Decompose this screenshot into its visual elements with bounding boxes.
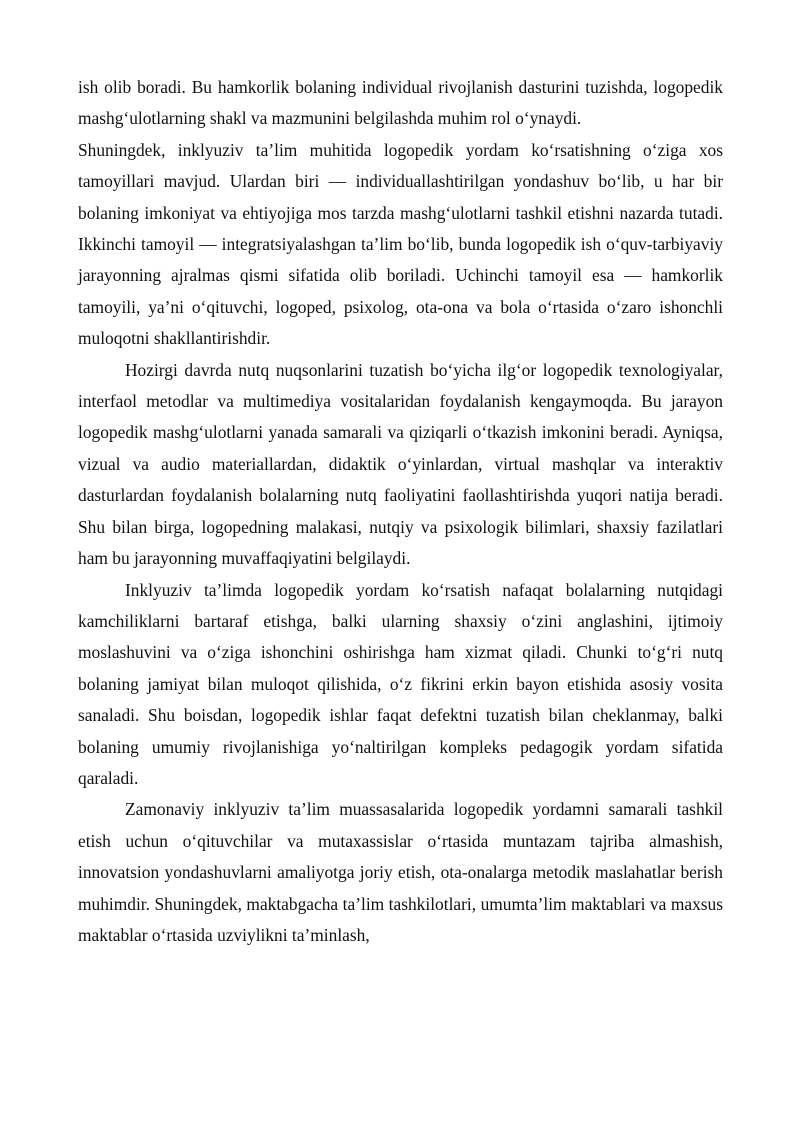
paragraph-continuation: ish olib boradi. Bu hamkorlik bolaning individual rivojlanish dasturini tuzishda, logopedik mashg‘ulotlarning shakl va mazmunini belgilashda muhim rol o‘ynaydi.	[78, 77, 723, 129]
paragraph-modern-institutions: Zamonaviy inklyuziv ta’lim muassasalarida logopedik yordamni samarali tashkil etish uchun o‘qituvchilar va mutaxassislar o‘rtasida muntazam tajriba almashish, innovatsion yondashuvlarni amaliyotga joriy etish, ota-onalarga metodik maslahatlar berish muhimdir. Shuningdek, maktabgacha ta’lim tashkilotlari, umumta’lim maktablari va maxsus maktablar o‘rtasida uzviylikni ta’minlash,	[78, 799, 723, 945]
paragraph-technologies: Hozirgi davrda nutq nuqsonlarini tuzatish bo‘yicha ilg‘or logopedik texnologiyalar, interfaol metodlar va multimediya vositalaridan foydalanish kengaymoqda. Bu jarayon logopedik mashg‘ulotlarni yanada samarali va qiziqarli o‘tkazish imkonini beradi. Ayniqsa, vizual va audio materiallardan, didaktik o‘yinlardan, virtual mashqlar va interaktiv dasturlardan foydalanish bolalarning nutq faoliyatini faollashtirishda yuqori natija beradi. Shu bilan birga, logopedning malakasi, nutqiy va psixologik bilimlari, shaxsiy fazilatlari ham bu jarayonning muvaffaqiyatini belgilaydi.	[78, 359, 723, 569]
paragraph-principles: Shuningdek, inklyuziv ta’lim muhitida logopedik yordam ko‘rsatishning o‘ziga xos tamoyillari mavjud. Ulardan biri — individuallashtirilgan yondashuv bo‘lib, u har bir bolaning imkoniyat va ehtiyojiga mos tarzda mashg‘ulotlarni tashkil etishni nazarda tutadi. Ikkinchi tamoyil — integratsiyalashgan ta’lim bo‘lib, bunda logopedik ish o‘quv-tarbiyaviy jarayonning ajralmas qismi sifatida olib boriladi. Uchinchi tamoyil esa — hamkorlik tamoyili, ya’ni o‘qituvchi, logoped, psixolog, ota-ona va bola o‘rtasida o‘zaro ishonchli muloqotni shakllantirishdir.	[78, 139, 723, 349]
document-page	[78, 72, 723, 951]
paragraph-inclusive-support: Inklyuziv ta’limda logopedik yordam ko‘rsatish nafaqat bolalarning nutqidagi kamchiliklarni bartaraf etishga, balki ularning shaxsiy o‘zini anglashini, ijtimoiy moslashuvini va o‘ziga ishonchini oshirishga ham xizmat qiladi. Chunki to‘g‘ri nutq bolaning jamiyat bilan muloqot qilishida, o‘z fikrini erkin bayon etishida asosiy vosita sanaladi. Shu boisdan, logopedik ishlar faqat defektni tuzatish bilan cheklanmay, balki bolaning umumiy rivojlanishiga yo‘naltirilgan kompleks pedagogik yordam sifatida qaraladi.	[78, 579, 723, 788]
